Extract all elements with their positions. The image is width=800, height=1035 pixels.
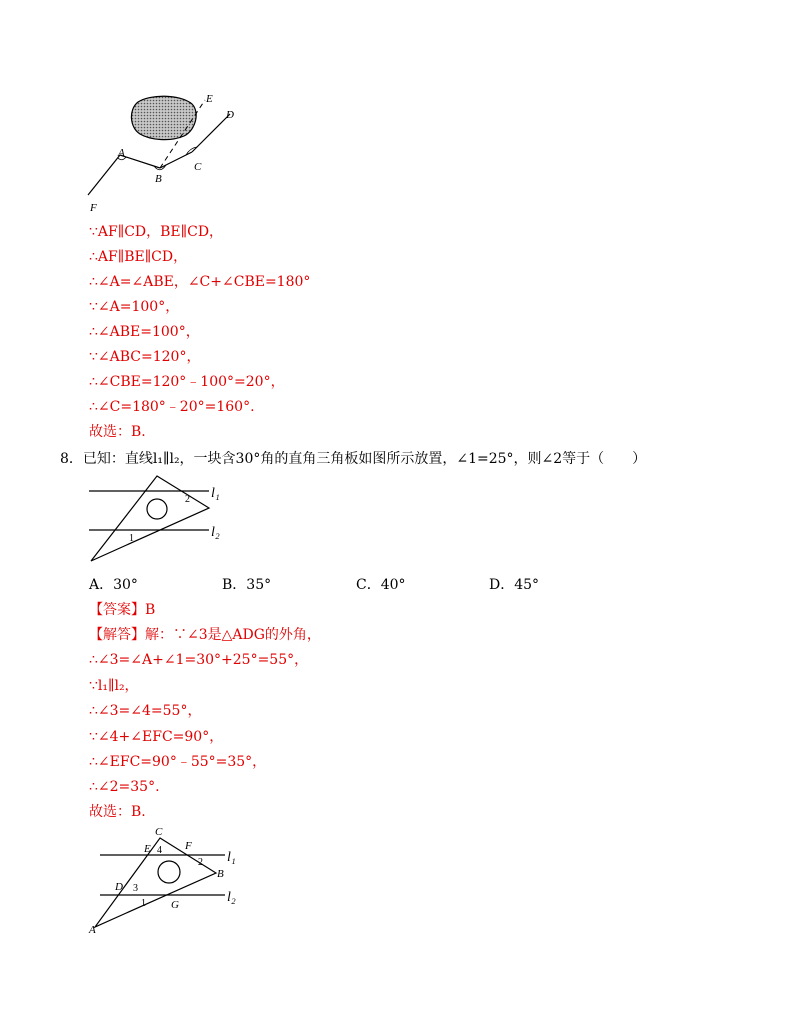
figure-road-lake: [80, 90, 260, 220]
solution1-line-7: ∴∠CBE=120°﹣100°=20°，: [89, 374, 285, 390]
label-e: E: [206, 93, 213, 105]
label-f: F: [90, 202, 97, 214]
answer8-line-5: ∴∠EFC=90°﹣55°=35°，: [89, 754, 267, 770]
solution1-line-6: ∵∠ABC=120°，: [89, 349, 201, 365]
set-square: [95, 838, 216, 927]
label-4: 4: [157, 845, 162, 856]
solution1-choice: 故选：B.: [89, 424, 146, 440]
answer8-analysis-first: [89, 626, 321, 644]
label-l2: l₂: [227, 890, 236, 905]
answer8-line-6: ∴∠2=35°.: [89, 779, 160, 795]
solution1-line-1: ∵AF∥CD，BE∥CD，: [89, 224, 224, 240]
figure-triangle-labeled: [85, 823, 245, 935]
option-d[interactable]: D．45°: [489, 577, 540, 593]
figure-triangle-parallel: [85, 473, 235, 565]
answer8-line-1: ∴∠3=∠A+∠1=30°+25°=55°，: [89, 652, 309, 668]
answer8-line-2: ∵l₁∥l₂，: [89, 678, 139, 694]
solution1-line-3: ∴∠A=∠ABE，∠C+∠CBE=180°: [89, 274, 311, 290]
analysis-first-line: 解：∵∠3是△ADG的外角，: [145, 627, 321, 643]
answer8-choice: 故选：B.: [89, 804, 146, 820]
label-c: C: [155, 826, 163, 838]
label-d: D: [226, 109, 234, 121]
label-3: 3: [133, 883, 138, 894]
label-l1: l₁: [227, 850, 236, 865]
set-square-hole: [158, 861, 180, 883]
solution1-line-4: ∵∠A=100°，: [89, 299, 180, 315]
label-a: A: [89, 924, 96, 935]
label-g: G: [171, 899, 179, 911]
solution1-line-2: ∴AF∥BE∥CD，: [89, 249, 188, 265]
label-e: E: [144, 843, 151, 855]
label-f: F: [185, 840, 192, 852]
set-square: [91, 476, 209, 561]
road-cd: [192, 114, 230, 152]
solution1-line-5: ∴∠ABE=100°，: [89, 324, 200, 340]
label-d: D: [115, 881, 123, 893]
question8-options: [89, 574, 649, 592]
option-a[interactable]: A．30°: [89, 577, 138, 593]
angle-label-1: 1: [129, 533, 134, 544]
angle-label-2: 2: [185, 494, 190, 505]
solution1-line-8: ∴∠C=180°﹣20°=160°.: [89, 399, 255, 415]
option-c[interactable]: C．40°: [356, 577, 406, 593]
label-l1: l₁: [211, 486, 220, 501]
label-1: 1: [141, 898, 146, 909]
label-a: A: [118, 147, 125, 159]
answer8-answer: 【答案】B: [89, 602, 156, 618]
question8-text: 8．已知：直线l₁∥l₂，一块含30°角的直角三角板如图所示放置，∠1=25°，则∠2等于（ ）: [60, 451, 647, 467]
set-square-hole: [147, 499, 167, 519]
answer8-line-4: ∵∠4+∠EFC=90°，: [89, 729, 224, 745]
answer8-line-3: ∴∠3=∠4=55°，: [89, 703, 202, 719]
label-b: B: [217, 868, 224, 880]
lake-shape: [131, 96, 196, 139]
option-b[interactable]: B．35°: [222, 577, 272, 593]
label-2: 2: [198, 857, 203, 868]
analysis-tag: 【解答】: [89, 627, 145, 643]
label-b: B: [155, 173, 162, 185]
label-c: C: [194, 161, 202, 173]
road-af: [88, 155, 120, 195]
label-l2: l₂: [211, 525, 220, 540]
